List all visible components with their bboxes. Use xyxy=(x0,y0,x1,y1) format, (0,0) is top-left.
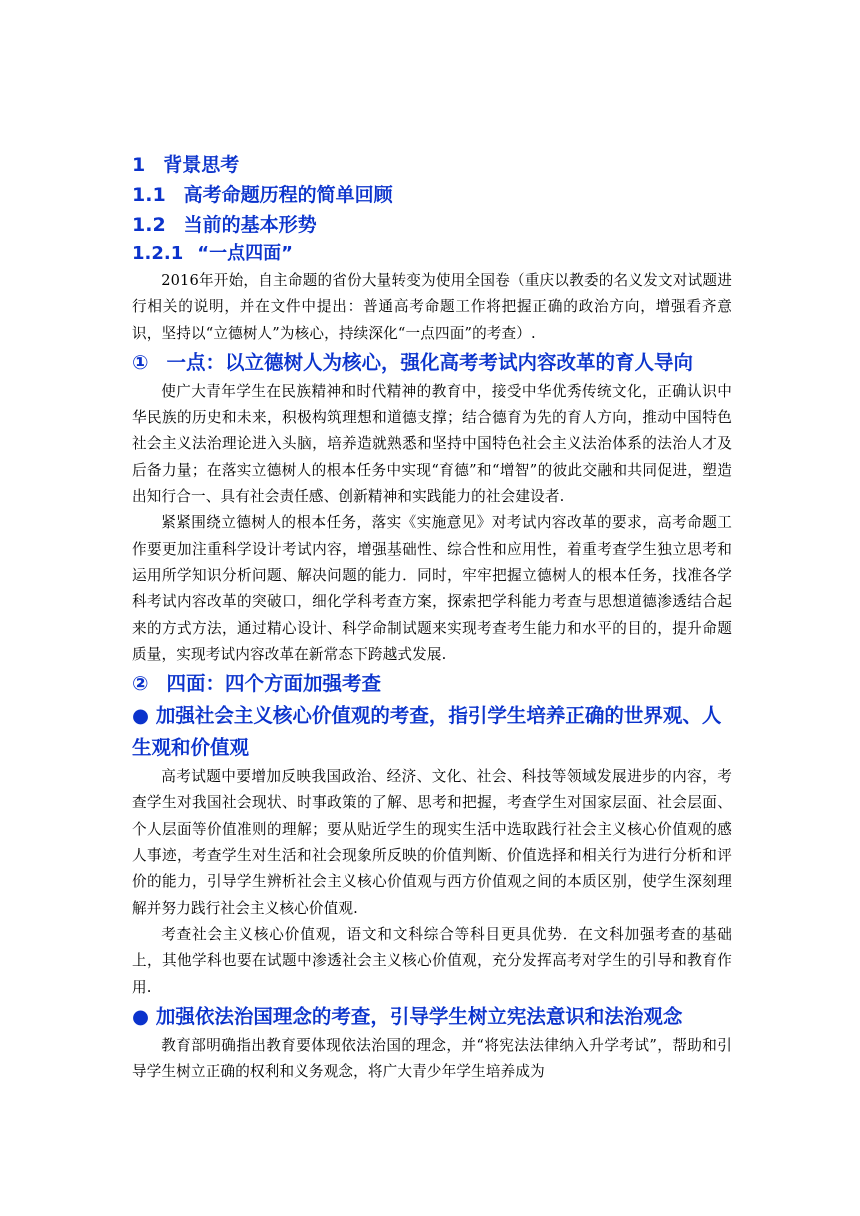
section-title: 高考命题历程的简单回顾 xyxy=(183,184,393,206)
heading-text: 一点：以立德树人为核心，强化高考考试内容改革的育人导向 xyxy=(166,350,694,374)
circled-number-marker: ① xyxy=(132,350,149,374)
section-heading-1-2-1 xyxy=(132,240,732,268)
paragraph-yidian-1: 使广大青年学生在民族精神和时代精神的教育中，接受中华优秀传统文化，正确认识中华民族的历史和未来，积极构筑理想和道德支撑；结合德育为先的育人方向，推动中国特色社会主义法治理论进入头脑，培养造就熟悉和坚持中国特色社会主义法治体系的法治人才及后备力量；在落实立德树人的根本任务中实现“育德”和“增智”的彼此交融和共同促进，塑造出知行合一、具有社会责任感、创新精神和实践能力的社会建设者. xyxy=(132,382,732,506)
heading-yidian xyxy=(132,347,732,379)
section-number: 1 xyxy=(132,154,146,176)
section-title: “一点四面” xyxy=(197,243,293,264)
paragraph-law-1: 教育部明确指出教育要体现依法治国的理念，并“将宪法法律纳入升学考试”，帮助和引导学生树立正确的权利和义务观念，将广大青少年学生培养成为 xyxy=(132,1036,732,1081)
section-title: 背景思考 xyxy=(163,154,240,176)
paragraph-value-1: 高考试题中要增加反映我国政治、经济、文化、社会、科技等领域发展进步的内容，考查学生对我国社会现状、时事政策的了解、思考和把握，考查学生对国家层面、社会层面、个人层面等价值准则的理解；要从贴近学生的现实生活中选取践行社会主义核心价值观的感人事迹，考查学生对生活和社会现象所反映的价值判断、价值选择和相关行为进行分析和评价的能力，引导学生辨析社会主义核心价值观与西方价值观之间的本质区别，使学生深刻理解并努力践行社会主义核心价值观. xyxy=(132,768,732,917)
bullet-marker: ● xyxy=(132,704,150,728)
section-heading-1 xyxy=(132,150,732,180)
section-heading-1-2 xyxy=(132,210,732,240)
heading-text: 加强社会主义核心价值观的考查，指引学生培养正确的世界观、人生观和价值观 xyxy=(132,704,722,760)
section-title: 当前的基本形势 xyxy=(183,214,317,236)
heading-simian xyxy=(132,668,732,700)
heading-law xyxy=(132,1001,732,1033)
bullet-marker: ● xyxy=(132,1004,150,1028)
paragraph-yidian-2: 紧紧围绕立德树人的根本任务，落实《实施意见》对考试内容改革的要求，高考命题工作要更加注重科学设计考试内容，增强基础性、综合性和应用性，着重考查学生独立思考和运用所学知识分析问题、解决问题的能力．同时，牢牢把握立德树人的根本任务，找准各学科考试内容改革的突破口，细化学科考查方案，探索把学科能力考查与思想道德渗透结合起来的方式方法，通过精心设计、科学命制试题来实现考查考生能力和水平的目的，提升命题质量，实现考试内容改革在新常态下跨越式发展. xyxy=(132,514,732,663)
paragraph-intro: 2016年开始，自主命题的省份大量转变为使用全国卷（重庆以教委的名义发文对试题进行相关的说明，并在文件中提出：普通高考命题工作将把握正确的政治方向，增强看齐意识，坚持以“立德树人”为核心，持续深化“一点四面”的考查）. xyxy=(132,272,732,342)
section-number: 1.2 xyxy=(132,214,166,236)
heading-text: 加强依法治国理念的考查，引导学生树立宪法意识和法治观念 xyxy=(155,1004,683,1028)
section-number: 1.2.1 xyxy=(132,243,184,264)
document-page xyxy=(132,150,732,1085)
section-heading-1-1 xyxy=(132,180,732,210)
heading-text: 四面：四个方面加强考查 xyxy=(166,672,382,696)
paragraph-value-2: 考查社会主义核心价值观，语文和文科综合等科目更具优势．在文科加强考查的基础上，其他学科也要在试题中渗透社会主义核心价值观，充分发挥高考对学生的引导和教育作用. xyxy=(132,925,732,996)
circled-number-marker: ② xyxy=(132,672,149,696)
section-number: 1.1 xyxy=(132,184,166,206)
heading-value xyxy=(132,700,732,764)
